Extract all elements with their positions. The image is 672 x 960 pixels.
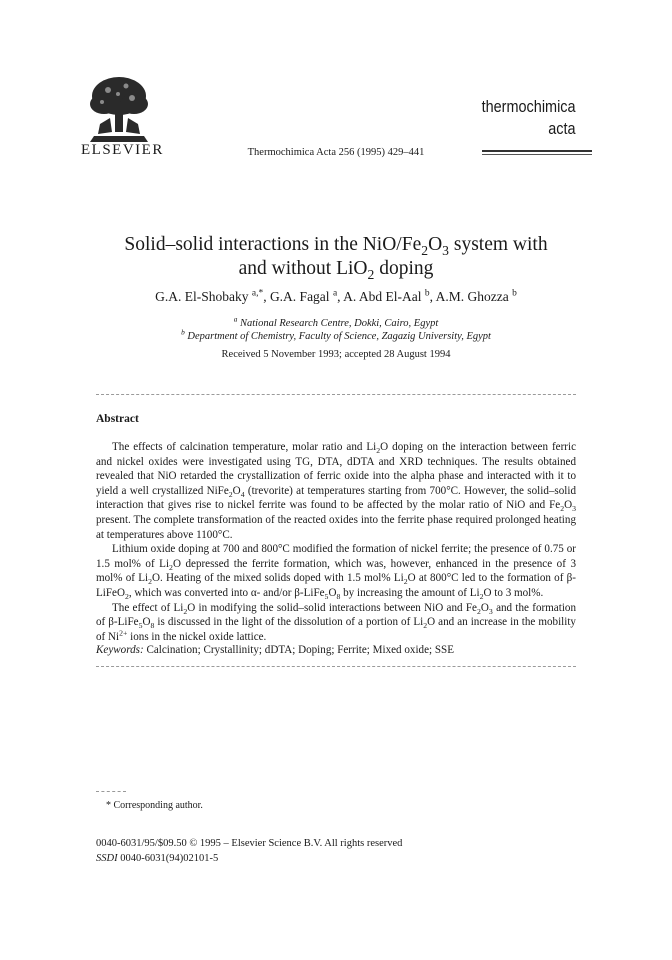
author-affiliation-mark: b — [512, 288, 517, 299]
affiliation-mark: b — [181, 327, 185, 337]
journal-rule — [482, 150, 592, 152]
journal-citation: Thermochimica Acta 256 (1995) 429–441 — [247, 147, 425, 158]
author-affiliation-mark: a — [332, 288, 338, 299]
journal-name-line1: thermochimica — [482, 97, 576, 116]
title-subscript: 3 — [442, 242, 449, 258]
abstract-paragraph-1: The effects of calcination temperature, molar ratio and $Li_2O$ doping on the interaction between ferric and nickel oxides were investigated using TG, DTA, dDTA and XRD techniques. The results obtained revealed that NiO retarded the crystallization of ferric oxide into the alpha phase and interacted with it to yield a well crystallized $NiFe_2O_4$ (trevorite) at temperatures starting from 700°C. However, the solid–solid interaction that gives rise to nickel ferrite was found to be affected by the molar ratio of NiO and $Fe_2O_3$ present. The complete transformation of the reacted oxides into the ferrite phase required prolonged heating at temperatures above 1100°C. — [96, 441, 577, 541]
title-text: doping — [374, 258, 434, 279]
corresponding-author-note: * Corresponding author. — [106, 800, 203, 811]
title-subscript: 2 — [421, 242, 429, 258]
affiliation-mark: a — [233, 314, 238, 324]
affiliation-a — [0, 314, 672, 329]
author-name: G.A. El-Shobaky — [155, 289, 252, 304]
article-title — [40, 233, 632, 281]
author-list: G.A. El-Shobaky $^{a,*}$, G.A. Fagal $^a$, A. Abd El-Aal $^b$, A.M. Ghozza $^b$ — [155, 288, 517, 304]
author-affiliation-mark: b — [424, 288, 430, 299]
author-name: G.A. Fagal — [269, 289, 333, 304]
journal-name — [482, 96, 576, 140]
title-subscript: 2 — [367, 266, 375, 282]
abstract-paragraph-3: The effect of $Li_2O$ in modifying the solid–solid interactions between NiO and $Fe_2O_3$ and the formation of $\beta-LiFe_5O_8$ is discussed in the light of the dissolution of a portion of $Li_2O$ and an increase in the mobility of $Ni^{2+}$ ions in the nickel oxide lattice. — [96, 601, 576, 643]
title-text: Solid–solid interactions in the NiO/Fe — [124, 234, 422, 255]
affiliation-b — [0, 327, 672, 342]
section-divider — [96, 394, 576, 395]
footnote-rule — [96, 791, 126, 792]
elsevier-tree-logo — [86, 74, 152, 144]
received-dates: Received 5 November 1993; accepted 28 August 1994 — [221, 349, 451, 360]
copyright-block — [96, 836, 402, 866]
journal-rule — [482, 154, 592, 155]
affiliation-text: National Research Centre, Dokki, Cairo, Egypt — [239, 318, 439, 329]
title-text: O — [428, 234, 443, 255]
section-divider — [96, 666, 576, 667]
title-text: and without LiO — [238, 258, 368, 279]
copyright-line: 0040-6031/95/$09.50 © 1995 – Elsevier Science B.V. All rights reserved — [96, 838, 403, 849]
ssdi-line — [96, 851, 402, 866]
abstract-paragraph-2: Lithium oxide doping at 700 and 800°C modified the formation of nickel ferrite; the presence of 0.75 or 1.5 mol% of $Li_2O$ depressed the ferrite formation, which was, however, enhanced in the presence of 3 mol% of $Li_2O$. Heating of the mixed solids doped with 1.5 mol% $Li_2O$ at 800°C led to the formation of β-LiFeO$_2$, which was converted into α- and/or $\beta-LiFe_5O_8$ by increasing the amount of $Li_2O$ to 3 mol%. — [96, 543, 576, 602]
publisher-name: ELSEVIER — [81, 142, 164, 158]
keywords-text: Calcination; Crystallinity; dDTA; Doping; Ferrite; Mixed oxide; SSE — [143, 644, 454, 656]
author-affiliation-mark: a,* — [251, 288, 264, 299]
author-name: A.M. Ghozza — [435, 289, 513, 304]
ssdi-value: 0040-6031(94)02101-5 — [117, 853, 219, 864]
title-text: system with — [448, 234, 548, 255]
abstract-body — [96, 440, 576, 644]
abstract-heading: Abstract — [96, 413, 139, 425]
ssdi-label: SSDI — [96, 853, 118, 864]
keywords-label: Keywords: — [96, 644, 144, 656]
journal-name-line2: acta — [548, 119, 576, 138]
affiliation-text: Department of Chemistry, Faculty of Science, Zagazig University, Egypt — [187, 331, 491, 342]
author-name: A. Abd El-Aal — [343, 289, 425, 304]
keywords — [96, 644, 576, 656]
